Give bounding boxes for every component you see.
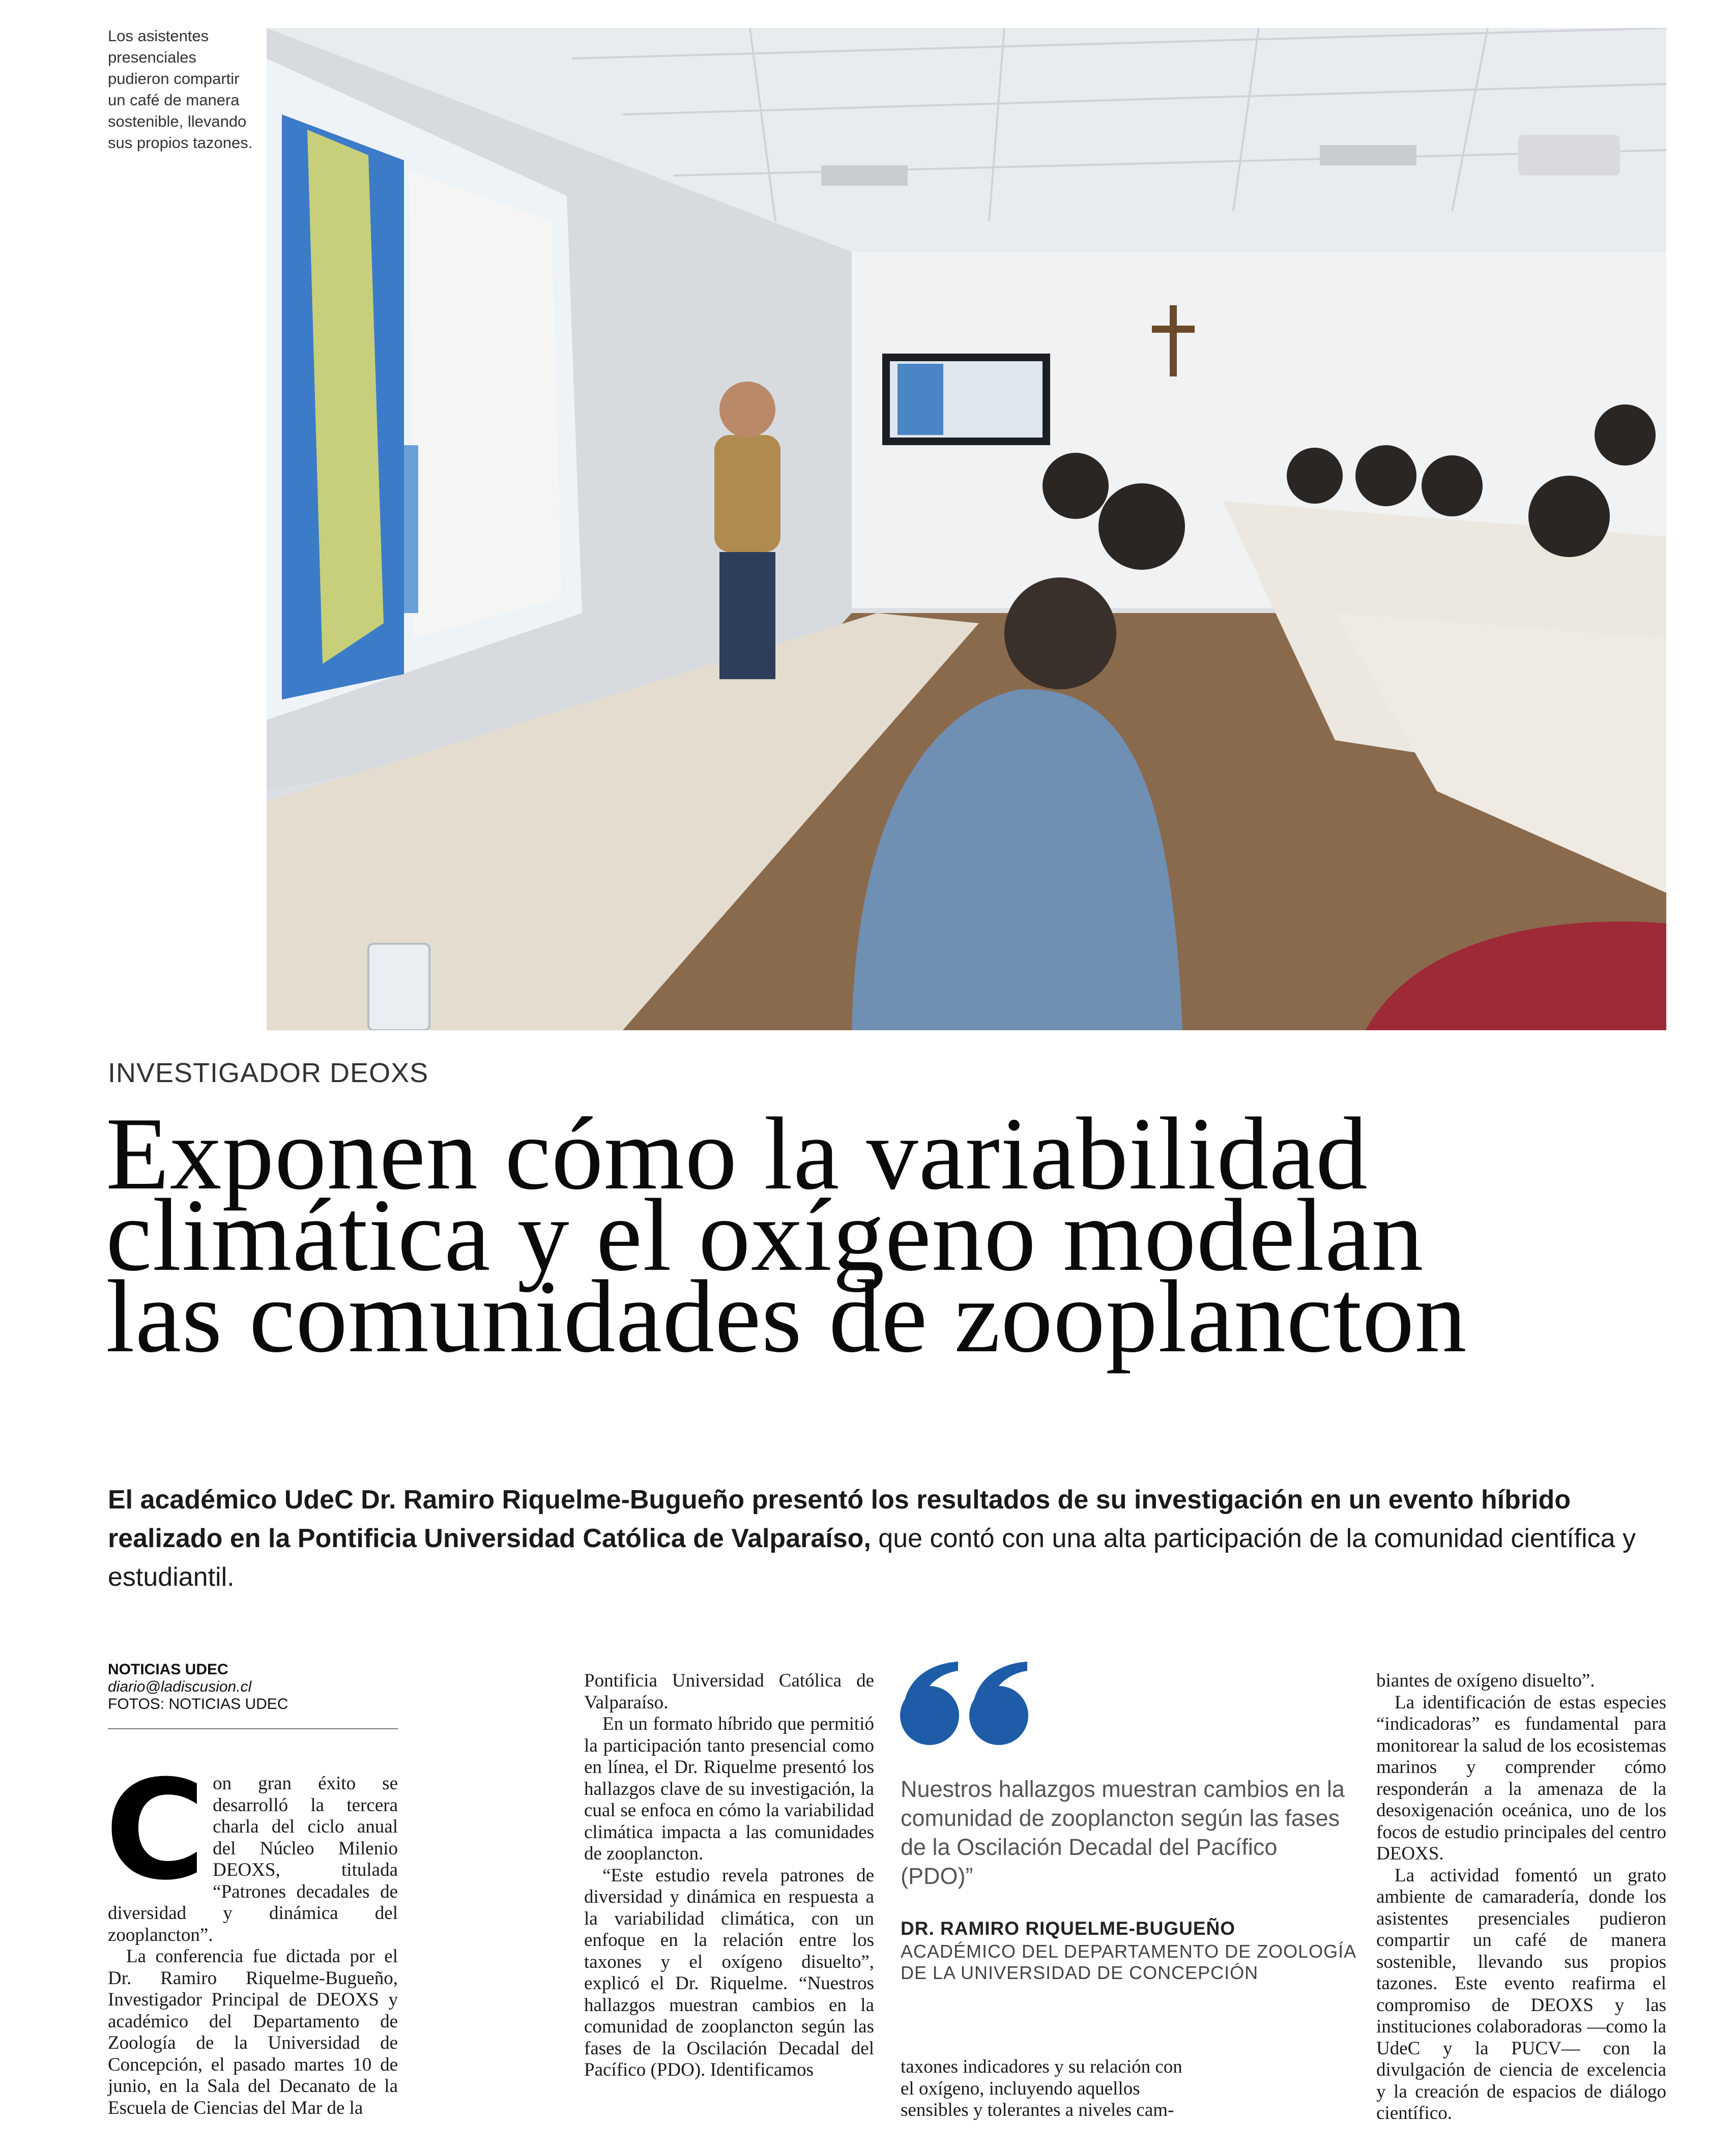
byline-source: NOTICIAS UDEC [108, 1661, 228, 1678]
section-kicker: INVESTIGADOR DEOXS [108, 1058, 429, 1088]
quote-marks-icon [898, 1660, 1035, 1746]
body-text: on gran éxito se desarrolló la tercera charla del ciclo anual del Núcleo Milenio DEOXS, titulada “Patrones decadales de diversidad y dinámica del zooplancton”. [108, 1773, 398, 1945]
drop-cap: C [105, 1750, 206, 1910]
body-paragraph: La actividad fomentó un grato ambiente de camaradería, donde los asistentes presenciales pudieron compartir un café de manera sostenible, llevando sus propios tazones. Este evento reafirma el compromiso de DEOXS y las instituciones colaboradoras —como la UdeC y la PUCV— con la divulgación de ciencia de excelencia y la creación de espacios de diálogo científico. [1376, 1865, 1666, 2124]
body-paragraph: biantes de oxígeno disuelto”. [1376, 1670, 1595, 1691]
body-paragraph: “Este estudio revela patrones de diversidad y dinámica en respuesta a la variabilidad climática, con un enfoque en la relación entre los taxones y el oxígeno disuelto”, explicó el Dr. Riquelme. “Nuestros hallazgos muestran cambios en la comunidad de zooplancton según las fases de la Oscilación Decadal del Pacífico (PDO). Identificamos [584, 1865, 874, 2080]
lead-bold: El académico UdeC Dr. Ramiro Riquelme-Bugueño presentó los resultados de su investigación en un evento híbrido realizado en la Pontificia Universidad Católica de Valparaíso, [108, 1485, 1571, 1553]
body-column-1 [105, 1750, 398, 2119]
lead-paragraph [108, 1480, 1665, 1596]
body-column-2 [584, 1670, 874, 2081]
headline-line-1: Exponen cómo la variabilidad [106, 1096, 1368, 1211]
photo-caption: Los asistentes presenciales pudieron compartir un café de manera sostenible, llevando sus propios tazones. [108, 27, 253, 152]
article-photo [267, 28, 1666, 1030]
body-column-4 [1376, 1670, 1666, 2125]
body-paragraph [105, 1750, 398, 1946]
byline-email: diario@ladiscusion.cl [108, 1678, 252, 1695]
lead-regular: que contó con una alta participación de la comunidad científica y estudiantil. [108, 1524, 1636, 1592]
headline [106, 1096, 1683, 1374]
body-paragraph: Pontificia Universidad Católica de Valparaíso. [584, 1670, 874, 1713]
byline-divider [108, 1728, 398, 1729]
headline-line-2: climática y el oxígeno modelan [106, 1178, 1424, 1293]
body-paragraph: La identificación de estas especies “indicadoras” es fundamental para monitorear la salud de los ecosistemas marinos y comprender cómo responderán a la amenaza de la desoxigenación oceánica, uno de los focos de estudio principales del centro DEOXS. [1376, 1692, 1666, 1864]
pull-quote-role: ACADÉMICO DEL DEPARTAMENTO DE ZOOLOGÍA DE LA UNIVERSIDAD DE CONCEPCIÓN [901, 1941, 1356, 1983]
byline-photos: FOTOS: NOTICIAS UDEC [108, 1696, 288, 1712]
headline-line-3: las comunidades de zooplancton [106, 1259, 1467, 1374]
pull-quote-text: Nuestros hallazgos muestran cambios en la comunidad de zooplancton según las fases de la Oscilación Decadal del Pacífico (PDO)” [901, 1776, 1345, 1889]
body-paragraph: En un formato híbrido que permitió la participación tanto presencial como en línea, el Dr. Riquelme presentó los hallazgos clave de su investigación, la cual se enfoca en cómo la variabilidad climática impacta a las comunidades de zooplancton. [584, 1713, 874, 1864]
body-column-3 [901, 2056, 1191, 2121]
body-paragraph: La conferencia fue dictada por el Dr. Ramiro Riquelme-Bugueño, Investigador Principal de DEOXS y académico del Departamento de Zoología de la Universidad de Concepción, el pasado martes 10 de junio, en la Sala del Decanato de la Escuela de Ciencias del Mar de la [108, 1946, 398, 2118]
body-paragraph: taxones indicadores y su relación con el oxígeno, incluyendo aquellos sensibles y tolerantes a niveles cam- [901, 2056, 1182, 2120]
pull-quote-name: DR. RAMIRO RIQUELME-BUGUEÑO [901, 1918, 1236, 1939]
byline [108, 1661, 398, 1713]
